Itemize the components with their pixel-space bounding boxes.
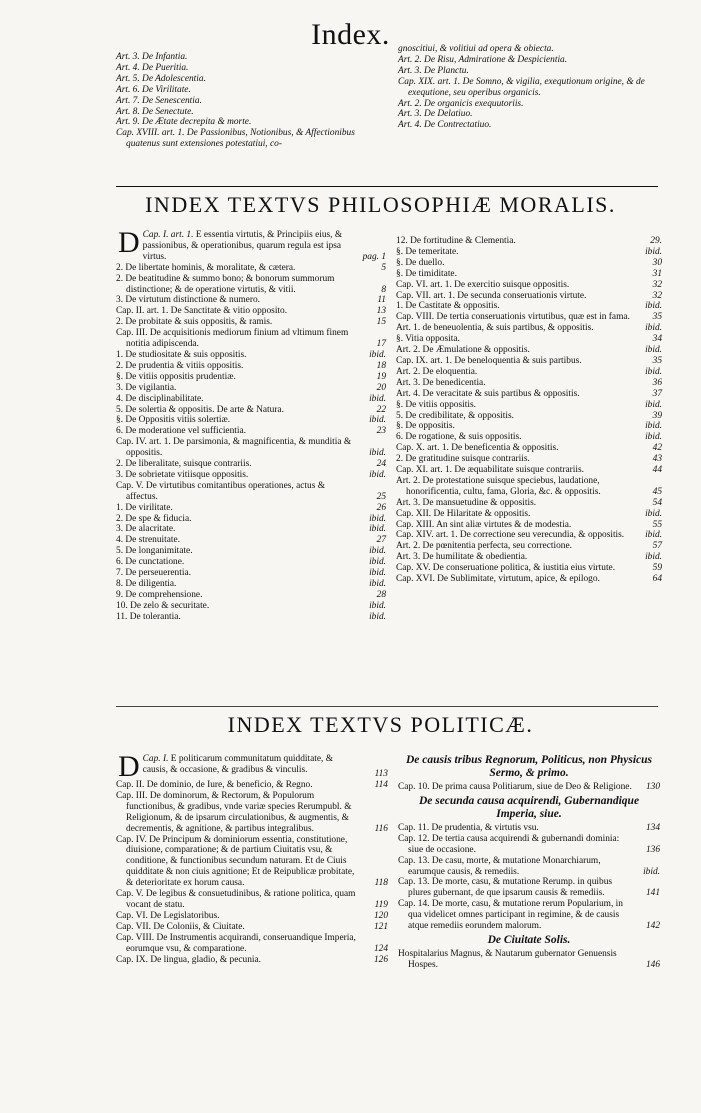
top-index-left-column [116,52,384,150]
index-entry-page: 5 [381,262,386,273]
index-entry [116,295,386,306]
index-entry-page: 27 [376,535,386,546]
index-entry-text: 11. De tolerantia. [116,611,181,622]
index-line: Cap. XIX. art. 1. De Somno, & vigilia, exequtionum origine, & de exequtione, seu operibus organicis. [398,76,645,98]
index-entry-text: 4. De disciplinabilitate. [116,393,204,404]
index-entry-text: §. De oppositis. [396,421,455,432]
index-entry [116,437,386,459]
index-entry-page: 121 [373,921,388,932]
index-entry [396,312,662,323]
index-entry-text: Cap. II. De dominio, de Iure, & beneficio, & Regno. [116,780,313,790]
index-entry [396,421,662,432]
index-entry [116,835,388,890]
index-entry [116,263,386,274]
index-entry-page: ibid. [645,399,662,410]
index-entry-page: ibid. [645,345,662,356]
index-entry [396,530,662,541]
index-entry-page: 118 [374,878,388,889]
index-entry-text: Cap. 11. De prudentia, & virtutis vsu. [398,822,539,833]
index-entry-page: ibid. [369,611,386,622]
index-entry [396,454,662,465]
index-entry-page: ibid. [369,513,386,524]
index-entry-page: ibid. [369,568,386,579]
index-line: Art. 6. De Virilitate. [116,84,191,95]
index-line: Art. 3. De Delatiuo. [398,109,473,120]
index-entry-text: Cap. 14. De morte, casu, & mutatione rerum Popularium, in qua videlicet omnes participant in regimine, & de causis atque remediis eorundem malorum. [398,899,623,932]
index-entry [396,269,662,280]
index-entry [396,552,662,563]
index-entry-text: Art. 1. de beneuolentia, & suis partibus, & oppositis. [396,323,594,334]
index-entry-text: 2. De prudentia & vitiis oppositis. [116,360,244,371]
index-entry [116,889,388,911]
index-entry [396,378,662,389]
index-entry-page: ibid. [645,508,662,519]
top-index-right-column [398,44,660,131]
index-entry-page: 55 [652,519,662,530]
index-entry [116,557,386,568]
politicae-first-page: 113 [374,769,388,780]
index-entry [116,383,386,394]
index-entry [396,367,662,378]
index-entry [116,317,386,328]
index-entry-text: Cap. XVI. De Sublimitate, virtutum, apice, & epilogo. [396,574,600,585]
index-entry-text: 4. De strenuitate. [116,535,181,546]
moralis-right-column [396,236,662,585]
index-entry-text: Art. 2. De protestatione suisque speciebus, laudatione, honorificentia, cultu, fama, Gloria, &c. & oppositis. [396,475,601,497]
index-entry-text: Cap. XV. De conseruatione politica, & iustitia eius virtute. [396,563,616,574]
index-line: Art. 2. De Risu, Admiratione & Despicientia. [398,54,568,65]
index-entry-page: 124 [373,943,388,954]
index-entry-text: Cap. VII. art. 1. De secunda conseruationis virtute. [396,290,587,301]
index-entry-text: 10. De zelo & securitate. [116,600,210,611]
index-line: Art. 8. De Senectute. [116,106,194,117]
index-entry [396,465,662,476]
index-entry [116,791,388,835]
moralis-heading: INDEX TEXTVS PHILOSOPHIÆ MORALIS. [145,192,616,217]
index-entry [116,405,386,416]
moralis-first-prefix: Cap. I. art. 1. [142,230,194,240]
index-entry [116,350,386,361]
index-entry-text: 3. De alacritate. [116,524,176,535]
index-entry-page: 20 [376,382,386,393]
index-entry-page: 37 [652,388,662,399]
index-entry-text: Cap. VIII. De tertia conseruationis virtutibus, quæ est in fama. [396,312,630,323]
index-entry-text: Art. 4. De veracitate & suis partibus & oppositis. [396,388,580,399]
index-entry-page: 142 [645,921,660,932]
index-entry [398,899,660,932]
index-line: Art. 3. De Infantia. [116,52,188,62]
index-entry-text: Cap. V. De legibus & consuetudinibus, & ratione politica, quam vocant de statu. [116,889,356,910]
politicae-heading-causis: De causis tribus Regnorum, Politicus, non Physicus Sermo, & primo. [405,754,653,779]
index-entry [116,361,386,372]
index-entry-text: 1. De studiositate & suis oppositis. [116,349,247,360]
index-entry-text: Art. 3. De mansuetudine & oppositis. [396,497,537,508]
politicae-first-prefix: Cap. I. [142,754,169,764]
index-entry-text: Cap. XIII. An sint aliæ virtutes & de modestia. [396,519,572,530]
index-entry-page: ibid. [369,415,386,426]
index-line: Art. 4. De Pueritia. [116,62,189,73]
index-entry-page: 43 [652,454,662,465]
index-entry-page: 23 [376,426,386,437]
index-entry [398,834,660,856]
index-entry-page: 30 [652,257,662,268]
politicae-right-column [398,752,660,971]
index-entry-page: ibid. [645,246,662,257]
index-entry-page: ibid. [369,579,386,589]
index-entry-page: 39 [652,410,662,421]
index-entry-page: 26 [376,502,386,513]
politicae-group-1 [398,782,660,793]
index-entry [116,590,386,601]
index-entry [396,443,662,454]
index-entry-page: 114 [374,780,388,790]
index-entry [116,426,386,437]
index-entry [396,291,662,302]
index-entry-page: 13 [376,306,386,317]
index-entry-text: Art. 3. De humilitate & obedientia. [396,552,528,563]
dropcap-d: D [118,226,140,259]
politicae-heading-ciuitate-solis: De Ciuitate Solis. [487,933,571,946]
index-entry [116,922,388,933]
index-entry [116,524,386,535]
index-entry-page: 44 [652,465,662,476]
index-entry-text: §. De vitiis oppositis. [396,399,476,410]
index-entry [116,546,386,557]
index-entry-text: 7. De perseuerentia. [116,568,191,579]
index-entry-page: 35 [652,355,662,366]
index-entry-text: Cap. III. De dominorum, & Rectorum, & Populorum functionibus, & gradibus, vnde variæ species Rerumpubl. & Religionum, & de ipsarum circulationibus, & augmentis, & decrementis, & agnitione, & partibus integralibus. [116,790,352,834]
index-entry [396,323,662,334]
index-entry-text: 2. De gratitudine suisque contrariis. [396,454,530,465]
index-entry-page: ibid. [643,866,660,877]
index-entry [398,823,660,834]
index-entry [396,476,662,498]
index-entry-page: 42 [652,443,662,454]
index-entry-page: ibid. [645,552,662,563]
index-entry-text: Cap. VII. De Coloniis, & Ciuitate. [116,921,245,932]
index-entry [396,411,662,422]
index-entry-page: 8 [381,284,386,295]
index-entry-page: 18 [376,360,386,371]
politicae-first-entry [116,750,388,783]
index-entry-page: ibid. [645,301,662,312]
index-entry-text: 2. De spe & fiducia. [116,513,192,524]
index-entry-text: Art. 3. De benedicentia. [396,377,486,388]
index-entry [116,601,386,612]
index-line: Art. 2. De organicis exequutoriis. [398,98,524,109]
index-entry-text: 6. De rogatione, & suis oppositis. [396,432,522,443]
moralis-first-entry [116,226,386,263]
index-entry-text: 2. De probitate & suis oppositis, & ramis. [116,317,273,328]
index-line: gnoscitiui, & volitiui ad opera & obiecta. [398,44,554,54]
index-entry-page: 17 [376,339,386,350]
index-line: Art. 7. De Senescentia. [116,95,202,106]
index-entry [116,503,386,514]
index-entry-page: ibid. [369,448,386,459]
index-entry [396,498,662,509]
index-entry [116,612,386,623]
index-entry [398,949,660,971]
index-entry-page: ibid. [369,600,386,611]
index-entry-text: Art. 2. De Æmulatione & oppositis. [396,345,530,356]
index-entry-text: §. De vitiis oppositis prudentiæ. [116,371,236,382]
index-entry-text: 9. De comprehensione. [116,589,203,600]
index-entry-text: 2. De liberalitate, suisque contrariis. [116,459,252,470]
index-entry [396,389,662,400]
index-entry [396,258,662,269]
politicae-first-text: E politicarum communitatum quidditate, & causis, & occasione, & gradibus & vinculis. [142,754,334,775]
index-entry-text: Cap. IX. art. 1. De beneloquentia & suis partibus. [396,355,582,366]
index-entry-page: ibid. [369,393,386,404]
index-entry-text: Hospitalarius Magnus, & Nautarum gubernator Genuensis Hospes. [398,948,617,970]
index-entry-text: Cap. 10. De prima causa Politiarum, siue de Deo & Religione. [398,782,632,792]
index-entry-page: 24 [376,459,386,470]
index-entry-page: ibid. [369,546,386,557]
index-line: Art. 3. De Planctu. [398,65,469,76]
index-entry-text: Cap. 13. De casu, morte, & mutatione Monarchiarum, earumque causis, & remediis. [398,855,601,877]
index-entry [396,301,662,312]
index-entry-page: ibid. [369,524,386,535]
index-entry-text: Cap. XI. art. 1. De æquabilitate suisque contrariis. [396,465,584,476]
index-entry [116,955,388,966]
section-rule-middle [116,706,658,707]
index-entry-page: 136 [645,844,660,855]
index-entry [116,372,386,383]
index-entry-page: 22 [376,404,386,415]
moralis-first-text: E essentia virtutis, & Principiis eius, & passionibus, & operationibus, quarum regula est ipsa virtus. [142,230,343,262]
moralis-left-column [116,226,386,623]
dropcap-d: D [118,750,140,783]
index-entry-page: 31 [652,268,662,279]
index-entry-text: Cap. XIV. art. 1. De correctione seu verecundia, & oppositis. [396,530,625,541]
index-entry-text: Cap. IX. De lingua, gladio, & pecunia. [116,954,262,965]
index-entry [398,856,660,878]
index-entry-page: ibid. [369,469,386,480]
index-entry-text: Art. 2. De eloquentia. [396,366,478,377]
index-entry-page: 120 [373,910,388,921]
index-entry [396,334,662,345]
index-entry-text: §. De Oppositis vitiis solertiæ. [116,415,231,426]
index-entry-text: 3. De sobrietate vitiisque oppositis. [116,469,249,480]
index-line: Art. 4. De Contrectatiuo. [398,120,492,131]
index-entry-page: 19 [376,371,386,382]
index-entry [116,306,386,317]
index-entry [116,328,386,350]
index-entry [396,236,662,247]
index-entry [116,459,386,470]
index-entry [116,481,386,503]
index-entry [116,274,386,296]
index-entry [396,432,662,443]
index-entry [116,514,386,525]
index-entry-page: 134 [645,822,660,833]
index-entry-text: Cap. III. De acquisitionis mediorum finium ad vltimum finem notitia adipiscenda. [116,328,349,350]
index-entry-text: 1. De Castitate & oppositis. [396,301,500,312]
index-entry [396,541,662,552]
politicae-group-2 [398,823,660,932]
index-entry-text: Cap. IV. De Principum & dominiorum essentia, constitutione, diuisione, comparatione; & de partium Ciuitatis vsu, & conditione, & functionibus secundum naturam. Et de Ciuis quidditate & non ciuis agnitione; Et de Reipublicæ probitate, & deterioritate ex horum causa. [116,834,355,889]
index-entry [116,933,388,955]
index-entry-page: 57 [652,541,662,552]
politicae-heading: INDEX TEXTVS POLITICÆ. [227,712,534,737]
index-entry-text: 8. De diligentia. [116,579,177,589]
index-entry-text: Art. 2. De pœnitentia perfecta, seu correctione. [396,541,572,552]
index-entry [116,579,386,590]
index-entry-page: 59 [652,563,662,574]
index-entry-text: Cap. VI. De Legislatoribus. [116,910,220,921]
index-entry-text: Cap. VI. art. 1. De exercitio suisque oppositis. [396,279,570,290]
index-entry-page: 34 [652,334,662,345]
index-entry [116,470,386,481]
index-entry [398,782,660,793]
index-entry-page: 119 [374,899,388,910]
politicae-left-column [116,750,388,965]
index-entry [116,780,388,791]
index-entry-text: Cap. 12. De tertia causa acquirendi & gubernandi dominia: siue de occasione. [398,833,620,855]
index-entry [116,415,386,426]
index-entry-text: §. De duello. [396,257,445,268]
index-entry-page: 11 [377,295,386,306]
politicae-heading-secunda: De secunda causa acquirendi, Gubernandique Imperia, siue. [418,794,640,820]
index-entry [396,574,662,585]
index-entry-page: ibid. [369,557,386,568]
index-entry-text: Cap. XII. De Hilaritate & oppositis. [396,508,531,519]
index-entry-text: Cap. 13. De morte, casu, & mutatione Rerump. in quibus plures gubernant, de que ipsarum causis & remediis. [398,877,613,899]
index-entry-text: Cap. IV. art. 1. De parsimonia, & magnificentia, & munditia & oppositis. [116,437,352,459]
index-entry-text: §. De timiditate. [396,268,457,279]
index-entry-page: 45 [652,486,662,497]
index-entry-text: Cap. V. De virtutibus comitantibus operationes, actus & affectus. [116,480,325,502]
index-entry-text: §. Vitia opposita. [396,334,460,345]
index-entry-page: ibid. [645,323,662,334]
index-line: Art. 9. De Ætate decrepita & morte. [116,117,252,128]
index-entry-text: 5. De credibilitate, & oppositis. [396,410,514,421]
index-entry-page: ibid. [645,530,662,541]
index-entry [396,509,662,520]
index-entry-page: 54 [652,497,662,508]
index-entry [116,911,388,922]
index-entry-page: 35 [652,312,662,323]
index-entry [396,345,662,356]
index-entry-page: ibid. [645,432,662,443]
index-entry-page: 25 [376,491,386,502]
index-entry-page: 28 [376,589,386,600]
index-entry [396,563,662,574]
index-entry-page: 64 [652,574,662,585]
index-entry-page: ibid. [369,349,386,360]
index-entry [396,280,662,291]
index-entry-text: 1. De virilitate. [116,502,173,513]
index-entry-text: 5. De solertia & oppositis. De arte & Natura. [116,404,284,415]
index-entry-text: 2. De beatitudine & summo bono; & bonorum summorum distinctione; & de operatione virtutis, & vitii. [116,273,335,295]
index-entry-page: 141 [645,888,660,899]
section-rule-top [116,186,658,187]
index-entry-page: 130 [645,782,660,792]
index-entry-page: 29. [650,236,662,246]
index-entry-page: 36 [652,377,662,388]
index-entry-page: 116 [374,823,388,834]
index-entry-text: §. De temeritate. [396,246,459,257]
index-entry-text: Cap. X. art. 1. De beneficentia & oppositis. [396,443,559,454]
index-entry-text: 12. De fortitudine & Clementia. [396,236,516,246]
index-line: Cap. XVIII. art. 1. De Passionibus, Notionibus, & Affectionibus quatenus sunt extensiones potestatiui, co- [116,128,355,150]
index-entry-text: 2. De libertate hominis, & moralitate, & cætera. [116,262,296,273]
index-entry-text: 6. De moderatione vel sufficientia. [116,426,246,437]
running-title: Index. [311,18,390,51]
index-entry-page: 126 [373,954,388,965]
index-entry [396,247,662,258]
index-entry [116,535,386,546]
index-entry-text: 3. De virtutum distinctione & numero. [116,295,260,306]
index-entry-text: 6. De cunctatione. [116,557,185,568]
index-entry-text: 3. De vigilantia. [116,382,177,393]
index-entry-page: 15 [376,317,386,328]
index-entry [396,400,662,411]
index-entry [396,356,662,367]
politicae-group-3 [398,949,660,971]
index-entry-page: 146 [645,959,660,970]
index-entry [116,394,386,405]
index-entry-page: ibid. [645,366,662,377]
index-entry-page: 32 [652,279,662,290]
index-entry [398,877,660,899]
index-entry-text: 5. De longanimitate. [116,546,193,557]
index-entry [116,568,386,579]
moralis-first-page: pag. 1 [362,251,386,262]
index-entry-text: Cap. VIII. De Instrumentis acquirandi, conseruandique Imperia, eorumque vsu, & comparatione. [116,932,356,954]
index-line: Art. 5. De Adolescentia. [116,73,206,84]
index-entry-page: 32 [652,290,662,301]
index-entry-text: Cap. II. art. 1. De Sanctitate & vitio opposito. [116,306,288,317]
index-entry [396,520,662,531]
index-entry-page: ibid. [645,421,662,432]
